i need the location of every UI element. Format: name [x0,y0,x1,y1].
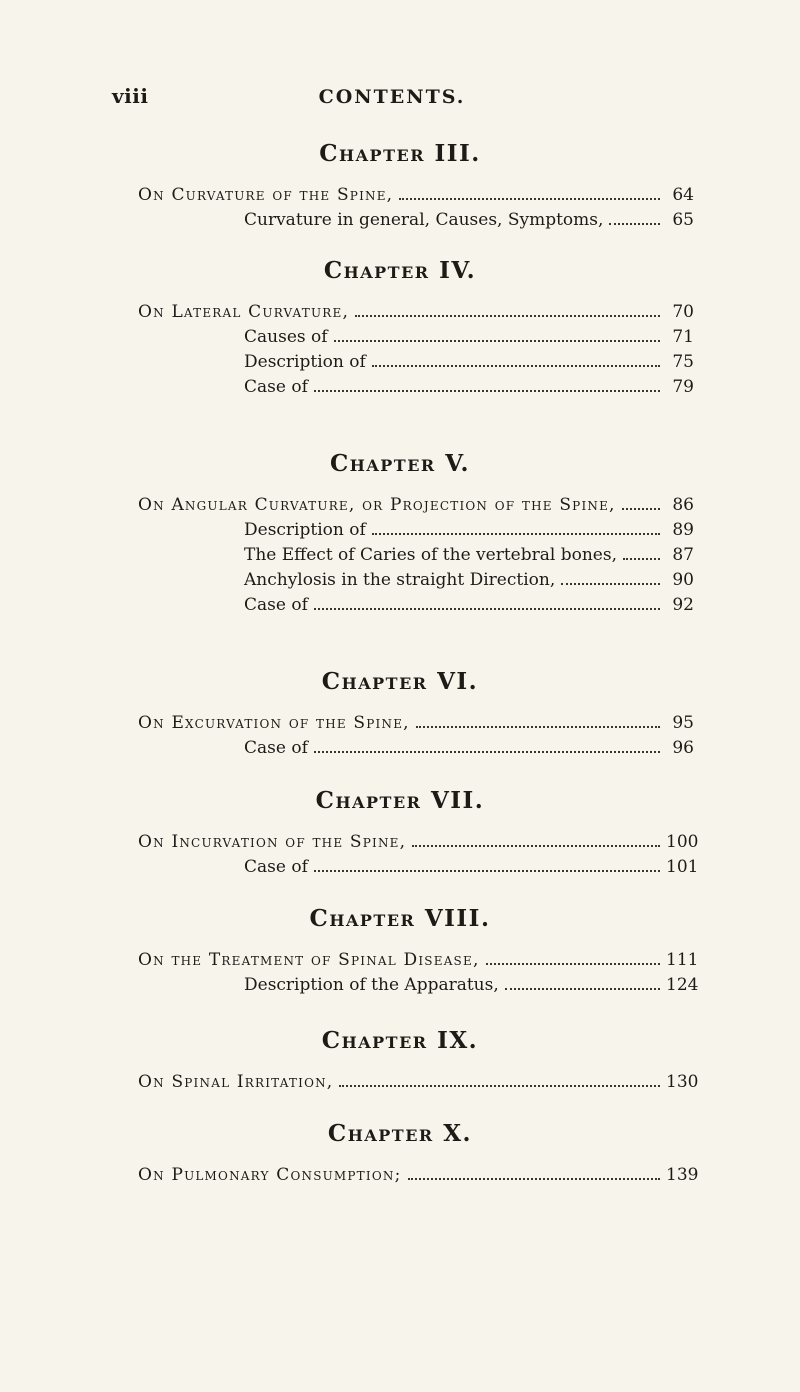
toc-page-number: 70 [672,302,694,322]
toc-entry-row [244,349,694,375]
toc-entry-label: Anchylosis in the straight Direction, [244,570,556,590]
dot-leader [372,365,660,367]
dot-leader [408,1178,661,1180]
toc-entry-row [138,492,694,518]
toc-entry-label: On the Treatment of Spinal Disease, [138,950,480,970]
toc-entry [0,567,800,593]
chapter-heading: Chapter III. [319,140,481,167]
toc-page-number: 139 [666,1165,699,1185]
toc-page-number: 100 [666,832,699,852]
page-folio: viii [112,84,149,108]
dot-leader [505,988,660,990]
toc-entry-row [244,735,694,761]
dot-leader [561,583,660,585]
toc-entry-label: Case of [244,738,308,758]
toc-entry-label: On Curvature of the Spine, [138,185,394,205]
toc-entry-label: Description of [244,352,366,372]
toc-entry-label: Description of [244,520,366,540]
dot-leader [399,198,660,200]
toc-page-number: 79 [672,377,694,397]
toc-entry-label: Curvature in general, Causes, Symptoms, [244,210,604,230]
chapter-heading: Chapter VII. [315,787,485,814]
toc-entry-row [244,542,694,568]
toc-entry-row [244,207,694,233]
toc-entry-label: The Effect of Caries of the vertebral bones, [244,545,617,565]
toc-entry-row [138,947,699,973]
toc-entry-label: On Excurvation of the Spine, [138,713,410,733]
toc-page-number: 92 [672,595,694,615]
toc-entry [0,592,800,618]
chapter-heading: Chapter VI. [321,668,479,695]
toc-entry [0,1162,800,1188]
toc-page-number: 64 [672,185,694,205]
toc-page-number: 75 [672,352,694,372]
toc-entry-label: Case of [244,377,308,397]
toc-entry [0,1069,800,1095]
dot-leader [372,533,660,535]
toc-entry [0,854,800,880]
chapter-heading: Chapter IV. [323,257,477,284]
toc-entry-label: On Angular Curvature, or Projection of the Spine, [138,495,616,515]
chapter-heading: Chapter IX. [321,1027,479,1054]
toc-page-number: 124 [666,975,699,995]
dot-leader [412,845,660,847]
toc-entry-row [244,854,699,880]
toc-entry [0,517,800,543]
toc-entry-row [138,829,699,855]
toc-page-number: 90 [672,570,694,590]
dot-leader [339,1085,660,1087]
dot-leader [486,963,660,965]
running-head [112,84,672,110]
toc-entry-label: Case of [244,595,308,615]
toc-entry-row [244,592,694,618]
toc-entry [0,735,800,761]
dot-leader [623,558,660,560]
dot-leader [416,726,660,728]
toc-entry [0,710,800,736]
chapter-heading: Chapter V. [329,450,471,477]
chapter-heading: Chapter X. [327,1120,473,1147]
toc-entry [0,542,800,568]
toc-entry-row [138,1162,699,1188]
toc-entry-row [244,324,694,350]
toc-entry-row [138,299,694,325]
toc-entry-row [244,972,699,998]
toc-page-number: 86 [672,495,694,515]
toc-entry-label: Causes of [244,327,328,347]
toc-entry [0,972,800,998]
chapter-heading: Chapter VIII. [309,905,491,932]
toc-entry-label: Case of [244,857,308,877]
dot-leader [314,390,660,392]
toc-page-number: 130 [666,1072,699,1092]
toc-page-number: 95 [672,713,694,733]
toc-entry [0,182,800,208]
toc-entry-label: On Pulmonary Consumption; [138,1165,402,1185]
toc-entry [0,829,800,855]
toc-entry [0,207,800,233]
toc-entry-row [138,710,694,736]
dot-leader [314,608,660,610]
dot-leader [334,340,660,342]
dot-leader [609,223,660,225]
toc-page-number: 87 [672,545,694,565]
toc-entry [0,374,800,400]
toc-page-number: 101 [666,857,699,877]
toc-page-number: 71 [672,327,694,347]
toc-entry-label: On Incurvation of the Spine, [138,832,407,852]
dot-leader [314,870,660,872]
toc-page-number: 89 [672,520,694,540]
toc-entry [0,947,800,973]
toc-entry-row [244,374,694,400]
toc-entry-label: On Spinal Irritation, [138,1072,334,1092]
toc-entry-row [138,1069,699,1095]
toc-entry [0,349,800,375]
toc-entry [0,299,800,325]
dot-leader [314,751,660,753]
toc-entry [0,492,800,518]
toc-entry-row [244,567,694,593]
dot-leader [355,315,660,317]
toc-entry-row [138,182,694,208]
toc-page-number: 65 [672,210,694,230]
toc-entry-label: Description of the Apparatus, [244,975,499,995]
toc-entry-row [244,517,694,543]
toc-page-number: 96 [672,738,694,758]
toc-page-number: 111 [666,950,699,970]
dot-leader [622,508,660,510]
toc-entry-label: On Lateral Curvature, [138,302,350,322]
toc-entry [0,324,800,350]
page-title: CONTENTS. [318,86,466,108]
